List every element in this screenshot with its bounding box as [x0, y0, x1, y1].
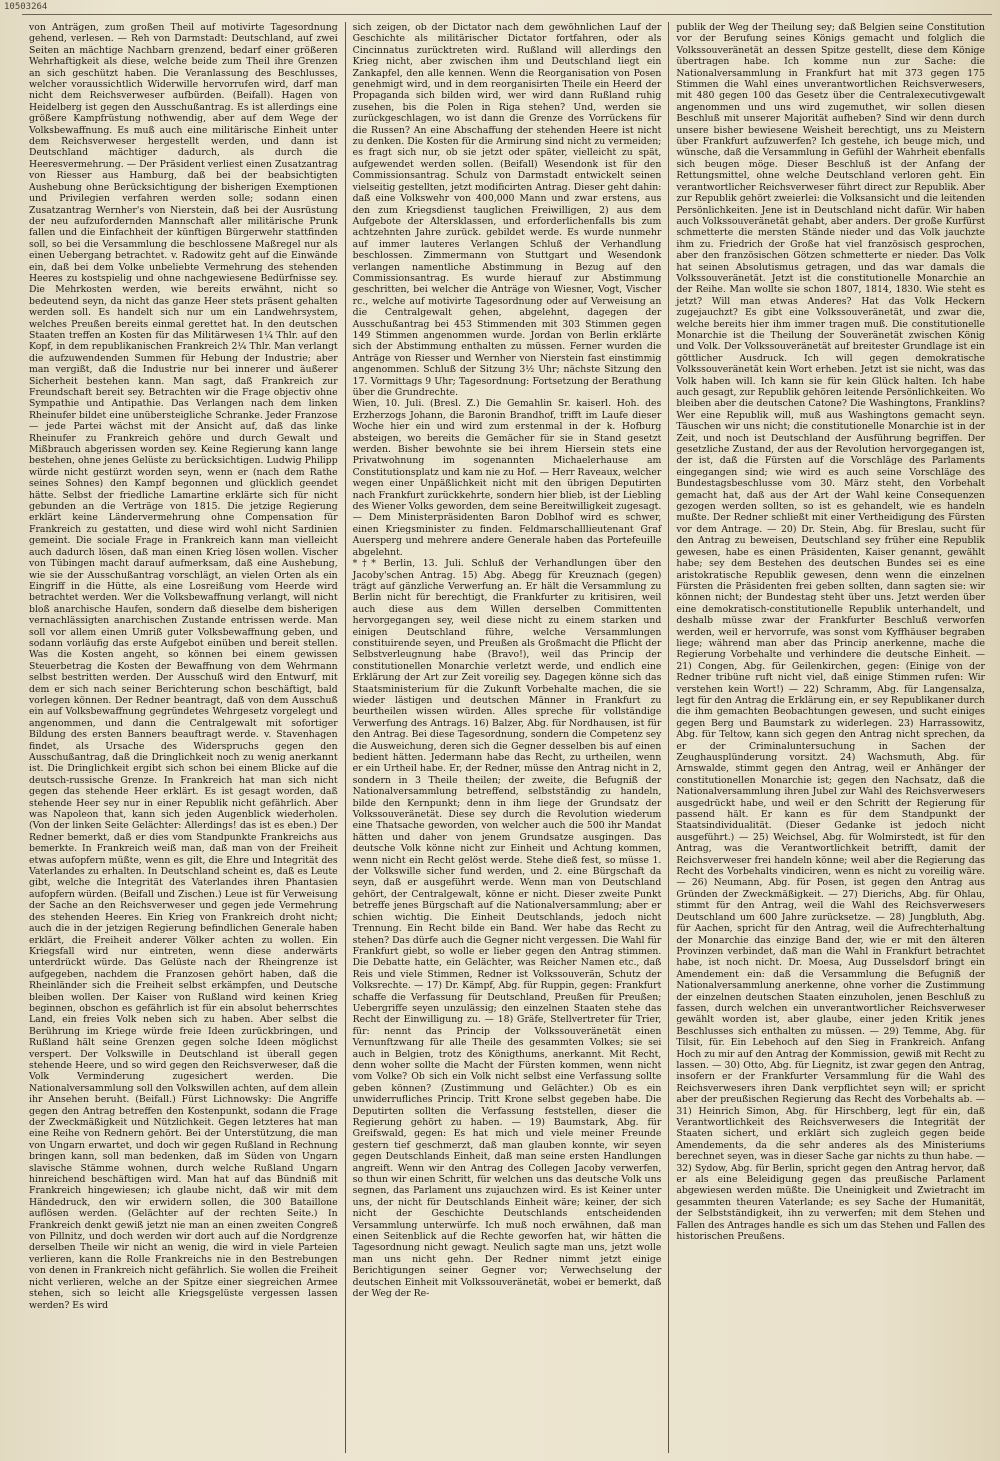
column-2-text-1: sich zeigen, ob der Dictator nach dem gewöhnlichen Lauf der Geschichte als militärischer Dictator fortfahren, oder als Cincinnatus zurücktreten wird. Rußland will allerdings den Krieg nicht, aber zwischen ihm und Deutschland liegt ein Zankapfel, den alle kennen. Wenn die Reorganisation von Posen genehmigt wird, und in dem reorganisirten Theile ein Heerd der Propaganda sich bilden wird, wer wird dann Rußland ruhig zusehen, bis die Polen in Riga stehen? Und, werden sie zurückgeschlagen, wo ist dann die Grenze des Vorrückens für die Russen? An eine Abschaffung der stehenden Heere ist nicht zu denken. Die Kosten für die Armirung sind nicht zu vermeiden; es fragt sich nur, ob sie jetzt oder später, vielleicht zu spät, aufgewendet werden sollen. (Beifall) Wesendonk ist für den Commissionsantrag. Schulz von Darmstadt entwickelt seinen vielseitig gestellten, jetzt modificirten Antrag. Dieser geht dahin: daß eine Volkswehr von 400,000 Mann und zwar erstens, aus den zum Kriegsdienst tauglichen Freiwilligen, 2) aus dem Aufgebote der Altersklassen, und erforderlichenfalls bis zum achtzehnten Jahre zurück. gebildet werde. Es wurde nunmehr auf immer lauteres Verlangen Schluß der Verhandlung beschlossen. Zimmermann von Stuttgart und Wesendonk verlangen namentliche Abstimmung in Bezug auf den Commissionsantrag. Es wurde hierauf zur Abstimmung geschritten, bei welcher die Anträge von Wiesner, Vogt, Vischer rc., welche auf motivirte Tagesordnung oder auf Verweisung an die Centralgewalt gehen, abgelehnt, dagegen der Ausschußantrag bei 453 Stimmenden mit 303 Stimmen gegen 149 Stimmen angenommen wurde. Jordan von Berlin erklärte sich der Abstimmung enthalten zu müssen. Ferner wurden die Anträge von Riesser und Wernher von Nierstein fast einstimmig angenommen. Schluß der Sitzung 3½ Uhr; nächste Sitzung den 17. Vormittags 9 Uhr; Tagesordnung: Fortsetzung der Berathung über die Grundrechte. [352, 22, 662, 398]
column-3-text: publik der Weg der Theilung sey; daß Belgien seine Constitution vor der Berufung seines Königs gemacht und folglich die Volkssouveränetät an dessen Spitze gestellt, diese dem Könige übertragen habe. Ich komme nun zur Sache: die Nationalversammlung in Frankfurt hat mit 373 gegen 175 Stimmen die Wahl eines unverantwortlichen Reichsverwesers, mit 480 gegen 100 das Gesetz über die Centralexecutivgewalt angenommen und uns wird zugemuthet, wir sollen diesen Beschluß mit unserer Majorität aufheben? Sind wir denn durch unsere bisher bewiesene Weisheit berechtigt, uns zu Meistern über Frankfurt aufzuwerfen? Ich gestehe, ich beuge mich, und wünsche, daß die Versammlung in Gefühl der Wahrheit ebenfalls sich beugen möge. Dieser Beschluß ist der Anfang der Rettungsmittel, ohne welche Deutschland verloren geht. Ein verantwortlicher Reichsverweser führt direct zur Republik. Aber zur Republik gehört zweierlei: die Volksansicht und die leitenden Persönlichkeiten. Jene ist in Deutschland nicht dafür. Wir haben auch Volkssouveränetät gehabt, aber anders. Der große Kurfürst schmetterte die mersten Stände nieder und das Volk jauchzte ihm zu. Friedrich der Große hat viel französisch gesprochen, aber den französischen Götzen schmetterte er nieder. Das Volk hat seinen Absolutismus getragen, und das war damals die Volkssouveränetät. Jetzt ist die constitutionelle Monarchie an der Reihe. Man wollte sie schon 1807, 1814, 1830. Wie steht es jetzt? Will man etwas Anderes? Hat das Volk Heckern zugejauchzt? Es gibt eine Volkssouveränetät, und zwar die, welche bereits hier ihm immer tragen muß. Die constitutionelle Monarchie ist die Theilung der Souveränetät zwischen König und Volk. Der Volkssouveränetät auf breitester Grundlage ist ein göttlicher Ausdruck. Ich will gegen demokratische Volkssouveränetät kein Wort erheben. Jetzt ist sie nicht, was das Volk haben will. Ich kann sie für kein Glück halten. Ich habe auch gesagt, zur Republik gehören leitende Persönlichkeiten. Wo bleiben aber die deutschen Catone? Die Washingtons, Franklins? Wer eine Republik will, muß aus Washingtons gemacht seyn. Täuschen wir uns nicht; die constitutionelle Monarchie ist in der Zeit, und noch ist Deutschland der Ausführung begriffen. Der gesetzliche Zustand, der aus der Revolution hervorgegangen ist, der ist, daß die Fürsten auf die Vorschläge des Parlaments eingegangen sind; wie wird es auch seine Vorschläge des Bundestagsbeschlusse vom 30. März steht, den Vorbehalt gemacht hat, daß aus der Art der Wahl keine Consequenzen gezogen werden sollten, so ist es gehandelt, wie es handeln mußte. Der Redner schließt mit einer Vertheidigung des Fürsten vor dem Antrage. — 20) Dr. Stein, Abg. für Breslau, sucht für den Antrag zu beweisen, Deutschland sey früher eine Republik gewesen, habe es einen Präsidenten, Kaiser genannt, gewählt habe; sey dem Bestehen des deutschen Bundes sei es eine aristokratische Republik gewesen, denn wenn die einzelnen Fürsten die Präsidenten frei geben sollten, dann sagten sie: wir können nicht; der Bundestag steht über uns. Jetzt werden über eine demokratisch-constitutionelle Republik unterhandelt, und deshalb müsse zwar der Frankfurter Beschluß verworfen werden, weil er hervorrufe, was sonst vom Kyffhäuser begraben liege; während man aber das Princip anerkenne, mache die Regierung Vorbehalte und verhindere die deutsche Einheit. — 21) Congen, Abg. für Geilenkirchen, gegen: (Einige von der Redner tribüne ruft nicht viel, daß einige Stimmen rufen: Wir verstehen kein Wort!) — 22) Schramm, Abg. für Langensalza, legt für den Antrag die Erklärung ein, er sey Republikaner durch die ihm gemachten Beobachtungen gewesen, und sucht einiges gegen Berg und Baumstark zu widerlegen. 23) Harrassowitz, Abg. für Teltow, kann sich gegen den Antrag nicht sprechen, da er der Criminaluntersuchung in Sachen der Zeughausplünderung vorsitzt. 24) Wachsmuth, Abg. für Arnswalde, stimmt gegen den Antrag, weil er Anhänger der constitutionellen Monarchie ist; gegen den Nachsatz, daß die Nationalversammlung ihren Jubel zur Wahl des Reichsverwesers ausgedrückt habe, und weil er den Schritt der Regierung für passend hält. Er kann es für dem Standpunkt der Staatsindividualität. (Dieser Gedanke ist jedoch nicht ausgeführt.) — 25) Weichsel, Abg. für Wolmirstedt, ist für den Antrag, was die Verantwortlichkeit betrifft, damit der Reichsverweser frei handeln könne; weil aber die Regierung das Recht des Vorbehalts vindiciren, wenn es nicht zu voreilig wäre. — 26) Neumann, Abg. für Posen, ist gegen den Antrag aus Gründen der Zweckmäßigkeit. — 27) Dierichs, Abg. für Ohlau, stimmt für den Antrag, weil die Wahl des Reichsverwesers Deutschland um 600 Jahre zurücksetze. — 28) Jungbluth, Abg. für Aachen, spricht für den Antrag, weil die Aufrechterhaltung der Monarchie das einzige Band der, wie er mit den älteren Provinzen verbindet, daß man die Wahl in Frankfurt betrachtet habe, ist noch nicht. Dr. Moesa, Aug Dusselsdorf bringt ein Amendement ein: daß die Versammlung die Befugniß der Nationalversammlung anerkenne, ohne vorher die Zustimmung der einzelnen deutschen Staaten einzuholen, jenen Beschluß zu fassen, durch welchen ein unverantwortlicher Reichsverweser gewählt worden ist, aber glaube, einer jeden Kritik jenes Beschlusses sich enthalten zu müssen. — 29) Temme, Abg. für Tilsit, für. Ein Lebehoch auf den Sieg in Frankreich. Anfang Hoch zu mir auf den Antrag der Kommission, gewiß mit Recht zu lassen. — 30) Otto, Abg. für Liegnitz, ist zwar gegen den Antrag, insofern er der Frankfurter Versammlung für die Wahl des Reichsverwesers ihren Dank verpflichtet seyn will; er spricht aber der preußischen Regierung das Recht des Vorbehalts ab. — 31) Heinrich Simon, Abg. für Hirschberg, legt für ein, daß Verantwortlichkeit des Reichsverwesers die Integrität der Staaten sichert, und erklärt sich zugleich gegen beide Amendements, da die sehr anderes als des Ministeriums berechnet seyen, was in dieser Sache gar nichts zu thun habe. — 32) Sydow, Abg. für Berlin, spricht gegen den Antrag hervor, daß er als eine Beleidigung gegen das preußische Parlament abgewiesen werden müßte. Die Uneinigkeit und Zwietracht im gesammten theuren Vaterlande; es sey Sache der Humanität, der Selbstständigkeit, ihn zu verwerfen; mit dem Stehen und Fallen des Antrages handle es sich um das Stehen und Fallen des historischen Preußens. [676, 22, 986, 1243]
text-columns [22, 22, 992, 1453]
column-3 [668, 22, 992, 1453]
column-2-text-3: *†* Berlin, 13. Juli. Schluß der Verhandlungen über den Jacoby'schen Antrag. 15) Abg. Abegg für Kreuznach (gegen) trägt auf gänzliche Verwerfung an. Er hält die Versammlung zu Berlin nicht für berechtigt, die Frankfurter zu kritisiren, weil auch diese aus dem Willen derselben Committenten hervorgegangen sey, weil diese nicht zu einem starken und einigen Deutschland führe, welche Versammlungen constituirende seyen, und Preußen als Großmacht die Pflicht der Selbstverleugnung habe (Bravo!), weil das Princip der constitutionellen Monarchie verletzt werde, und endlich eine Erklärung der Art zur Zeit voreilig sey. Dagegen könne sich das Staatsministerium für die Zukunft Vorbehalte machen, die sie wieder lästigen und deutschen Männer in Frankfurt zu beurtheilen wissen würden. Alles spreche für vollständige Verwerfung des Antrags. 16) Balzer, Abg. für Nordhausen, ist für den Antrag. Bei diese Tagesordnung, sondern die Competenz sey die Ausweichung, deren sich die Gegner desselben bis auf einen bedient hätten. Jedermann habe das Recht, zu urtheilen, wenn er ein Urtheil habe. Er, der Redner, müsse den Antrag nicht in 2, sondern in 3 Theile theilen; der zweite, die Befugniß der Nationalversammlung betreffend, selbstständig zu handeln, bilde den Kernpunkt; denn in ihm liege der Grundsatz der Volkssouveränetät. Diese sey durch die Revolution wiederum eine Thatsache geworden, von welcher auch die 500 ihr Mandat hätten und daher von jenem Grundsatze ausgingen. Das deutsche Volk könne nicht zur Einheit und Achtung kommen, wenn nicht ein Recht gelöst werde. Stehe dieß fest, so müsse 1. der Volkswille sicher fund werden, und 2. eine Bürgschaft da seyn, daß er ausgeführt werde. Wenn man von Deutschland gehört, der Centralgewalt, könne er nicht. Dieser zweite Punkt betreffe jenes Bürgschaft auf die Nationalversammlung; aber er schien wichtig. Die Einheit Deutschlands, jedoch nicht Trennung. Ein Recht bilde ein Band. Wer habe das Recht zu stehen? Das dürfe auch die Gegner nicht vergessen. Die Wahl für Frankfurt giebt, so wolle er lieber gegen den Antrag stimmen. Die Debatte hatte, ein Gelächter, was Reicher Namen etc., daß Reis und viele Stimmen, Redner ist Volkssouverän, Schutz der Volksrechte. — 17) Dr. Kämpf, Abg. für Ruppin, gegen: Frankfurt schaffe die Verfassung für Deutschland, Preußen für Preußen; Uebergriffe seyen unzulässig; den einzelnen Staaten stehe das Recht der Einwilligung zu. — 18) Gräfe, Stellvertreter für Trier, für: nennt das Princip der Volkssouveränetät einen Vernunftzwang für alle Theile des gesammten Volkes; sie sei auch in Belgien, trotz des Königthums, anerkannt. Mit Recht, denn woher sollte die Macht der Fürsten kommen, wenn nicht vom Volke? Ob sich ein Volk nicht selbst eine Verfassung sollte geben können? (Zustimmung und Gelächter.) Ob es ein unwiderrufliches Princip. Tritt Krone selbst gegeben habe. Die Deputirten sollten die Verfassung feststellen, dieser die Regierung gehört zu haben. — 19) Baumstark, Abg. für Greifswald, gegen: Es hat mich und viele meiner Freunde gestern tief geschmerzt, daß man glauben konnte, wir seyen gegen Deutschlands Einheit, daß man seine ersten Handlungen angreift. Wenn wir den Antrag des Collegen Jacoby verwerfen, so thun wir einen Schritt, für welchen uns das deutsche Volk uns segnen, das Parlament uns zujauchzen wird. Es ist Keiner unter uns, der nicht für Deutschlands Einheit wäre; keiner, der sich nicht der Geschichte Deutschlands entscheidenden Versammlung unterwürfe. Ich muß noch erwähnen, daß man einen Seitenblick auf die Rechte geworfen hat, wir hätten die Tagesordnung nicht gewagt. Neulich sagte man uns, jetzt wolle man uns nicht gehn. Der Redner nimmt jetzt einige Berichtigungen seiner Gegner vor; Verwechselung der deutschen Einheit mit Volkssouveränetät, wobei er bemerkt, daß der Weg der Re- [352, 558, 662, 1300]
header-rule [22, 14, 992, 15]
page-id: 10503264 [4, 2, 48, 12]
column-2-text-2: Wien, 10. Juli. (Bresl. Z.) Die Gemahlin Sr. kaiserl. Hoh. des Erzherzogs Johann, die Baronin Brandhof, trifft im Laufe dieser Woche hier ein und wird zum erstenmal in der k. Hofburg absteigen, wo bereits die Gemächer für sie in Stand gesetzt werden. Bisher bewohnte sie bei ihrem Hiersein stets eine Privatwohnung im sogenannten Michaelerhause am Constitutionsplatz und kam nie zu Hof. — Herr Raveaux, welcher wegen einer Unpäßlichkeit nicht mit den übrigen Deputirten nach Frankfurt zurückkehrte, sondern hier blieb, ist der Liebling des Wiener Volks geworden, dem seine Bereitwilligkeit zugesagt. — Dem Ministerpräsidenten Baron Doblhof wird es schwer, einen Kriegsminister zu finden. Feldmarschalllieutenant Graf Auersperg und mehrere andere Generale haben das Portefeuille abgelehnt. [352, 398, 662, 558]
column-1 [22, 22, 345, 1453]
column-2 [345, 22, 669, 1453]
column-1-text: von Anträgen, zum großen Theil auf motivirte Tagesordnung gehend, verlesen. — Reh von Darmstadt: Deutschland, auf zwei Seiten an mächtige Nachbarn grenzend, bedarf einer größeren Wehrhaftigkeit als diese, welche beide zum Theil ihre Grenzen an sich geschützt haben. Die Veranlassung des Beschlusses, welcher voraussichtlich Widerwille hervorrufen wird, darf man nicht dem Reichsverweser aufbürden. (Beifall). Hagen von Heidelberg ist gegen den Ausschußantrag. Es ist allerdings eine größere Kampfrüstung nothwendig, aber auf dem Wege der Volksbewaffnung. Es muß auch eine militärische Einheit unter dem Reichsverweser hergestellt werden, und dann ist Deutschland mächtiger dadurch, als durch die Heeresvermehrung. — Der Präsident verliest einen Zusatzantrag von Riesser aus Hamburg, daß bei der beabsichtigten Aushebung ohne Berücksichtigung der bisherigen Exemptionen und Privilegien verfahren werden solle; sodann einen Zusatzantrag Wernher's von Nierstein, daß bei der Ausrüstung der neu aufzufordernden Mannschaft aller militärische Prunk fallen und die Einfachheit der künftigen Bürgerwehr stattfinden soll, so bei die Versammlung die beschlossene Maßregel nur als einen Uebergang betrachtet. v. Radowitz geht auf die Einwände ein, daß bei dem Volke unbeliebte Vermehrung des stehenden Heeres zu kostspielig und ohne nachgewiesene Bedürfnisse sey. Die Mehrkosten werden, wie bereits erwähnt, nicht so bedeutend seyn, da nicht das ganze Heer stets präsent gehalten werden soll. Es handelt sich nur um ein Landwehrsystem, welches Preußen bereits einmal gerettet hat. In den deutschen Staaten treffen an Kosten für das Militärwesen 1¼ Thlr. auf den Kopf, in dem republikanischen Frankreich 2¼ Thlr. Man verlangt die aufzuwendenden Summen für Hebung der Industrie; aber man vergißt, daß die Industrie nur bei innerer und äußerer Sicherheit bestehen kann. Man sagt, daß Frankreich zur Freundschaft bereit sey. Betrachten wir die Frage objectiv ohne Sympathie und Antipathie. Das Verlangen nach dem linken Rheinufer bildet eine unübersteigliche Schranke. Jeder Franzose — jede Partei wächst mit der Ansicht auf, daß das linke Rheinufer zu Frankreich gehöre und durch Gewalt und Mißbrauch abgerissen worden sey. Keine Regierung kann lange bestehen, ohne jenes Gelüste zu berücksichtigen. Ludwig Philipp würde nicht gestürzt worden seyn, wenn er (nach dem Rathe seines Sohnes) den Kampf begonnen und glücklich geendet hätte. Selbst der friedliche Lamartine erklärte sich für nicht gebunden an die Verträge von 1815. Die jetzige Regierung erklärt keine Ländervermehrung ohne Compensation für Frankreich zu gestatten, und diese wird wohl nicht Sardinien gemeint. Die sociale Frage in Frankreich kann man vielleicht auch dadurch lösen, daß man einen Krieg lösen wollen. Vischer von Tübingen macht darauf aufmerksam, daß eine Aushebung, wie sie der Ausschußantrag vorschlägt, an vielen Orten als ein Eingriff in die Hütte, als eine Losreißung vom Heerde wird betrachtet werden. Wer die Volksbewaffnung verlangt, will nicht bloß anarchische Haufen, sondern daß dieselbe dem bisherigen vernachlässigten anarchischen Zustande entrissen werde. Man soll vor allem einen Umriß guter Volksbewaffnung geben, und sodann vorläufig das erste Aufgebot einüben und bereit stellen. Was die Kosten angeht, so können bei einem gewissen Steuerbetrag die Kosten der Bewaffnung von dem Wehrmann selbst bestritten werden. Der Ausschuß wird den Entwurf, mit dem er sich nach seiner Berichterung schon beschäftigt, bald vorlegen können. Der Redner beantragt, daß von dem Ausschuß ein auf Volksbewaffnung gegründetes Wehrgesetz vorgelegt und angenommen, und dann die Centralgewalt mit sofortiger Bildung des ersten Banners beauftragt werde. v. Stavenhagen findet, als Ursache des Widerspruchs gegen den Ausschußantrag, daß die Dringlichkeit noch zu wenig anerkannt ist. Die Dringlichkeit ergibt sich schon bei einem Blicke auf die deutsch-russische Grenze. In Frankreich hat man sich nicht gegen das stehende Heer erklärt. Es ist gesagt worden, daß stehende Heer sey nur in einer Republik nicht gefährlich. Aber was Napoleon that, kann sich jeden Augenblick wiederholen. (Von der linken Seite Gelächter: Allerdings! das ist es eben.) Der Redner bemerkt, daß er dies vom Standpunkte Frankreichs aus bemerkte. In Frankreich weiß man, daß man von der Freiheit etwas aufopfern müßte, wenn es gilt, die Ehre und Integrität des Vaterlandes zu erhalten. In Deutschland scheint es, daß es Leute gibt, welche die Integrität des Vaterlandes ihren Phantasien aufopfern würden. (Beifall und Zischen.) Leue ist für Verweisung der Sache an den Reichsverweser und gegen jede Vermehrung des stehenden Heeres. Ein Krieg von Frankreich droht nicht; auch die in der jetzigen Regierung befindlichen Generale haben erklärt, die Freiheit anderer Völker achten zu wollen. Ein Kriegsfall wird nur eintreten, wenn diese anderwärts unterdrückt würde. Das Gelüste nach der Rheingrenze ist aufgegeben, nachdem die Franzosen gehört haben, daß die Rheinländer sich die Freiheit selbst erkämpfen, und Deutsche bleiben wollen. Der Kaiser von Rußland wird keinen Krieg beginnen, obschon es gefährlich ist für ein absolut beherrschtes Land, ein freies Volk neben sich zu haben. Aber selbst die Berührung im Kriege würde freie Ideen zurückbringen, und Rußland hält seine Grenzen gegen solche Ideen möglichst verspert. Der Volkswille in Deutschland ist überall gegen stehende Heere, und so wird gegen den Reichsverweser, daß die Volk Verminderung zugesichert werden. Die Nationalversammlung soll den Volkswillen achten, auf dem allein ihr Ansehen beruht. (Beifall.) Fürst Lichnowsky: Die Angriffe gegen den Antrag betreffen den Kostenpunkt, sodann die Frage der Zweckmäßigkeit und Nützlichkeit. Gegen letzteres hat man eine Reihe von Rednern gehört. Bei der Unterstützung, die man von Ungarn erwartet, und doch wir gegen Rußland in Rechnung bringen kann, soll man bedenken, daß im Süden von Ungarn slavische Stämme wohnen, durch welche Rußland Ungarn hinreichend beschäftigen wird. Man hat auf das Bündniß mit Frankreich hingewiesen; ich glaube nicht, daß wir mit dem Händedruck, den wir erwidern sollen, die 300 Bataillone auflösen werden. (Gelächter auf der rechten Seite.) In Frankreich denkt gewiß jetzt nie man an einen zweiten Congreß von Pillnitz, und doch werden wir dort auch auf die Nordgrenze derselben Theile wir nicht an wenig, die wird in viele Parteien verlieren, kann die Rolle Frankreichs nie in den Bestrebungen von denen in Frankreich nicht gefährlich. Sie wollen die Freiheit nicht verlieren, welche an der Spitze einer siegreichen Armee stehen, sich so leicht alle Kriegsgelüste vergessen lassen werden? Es wird [29, 22, 338, 1311]
